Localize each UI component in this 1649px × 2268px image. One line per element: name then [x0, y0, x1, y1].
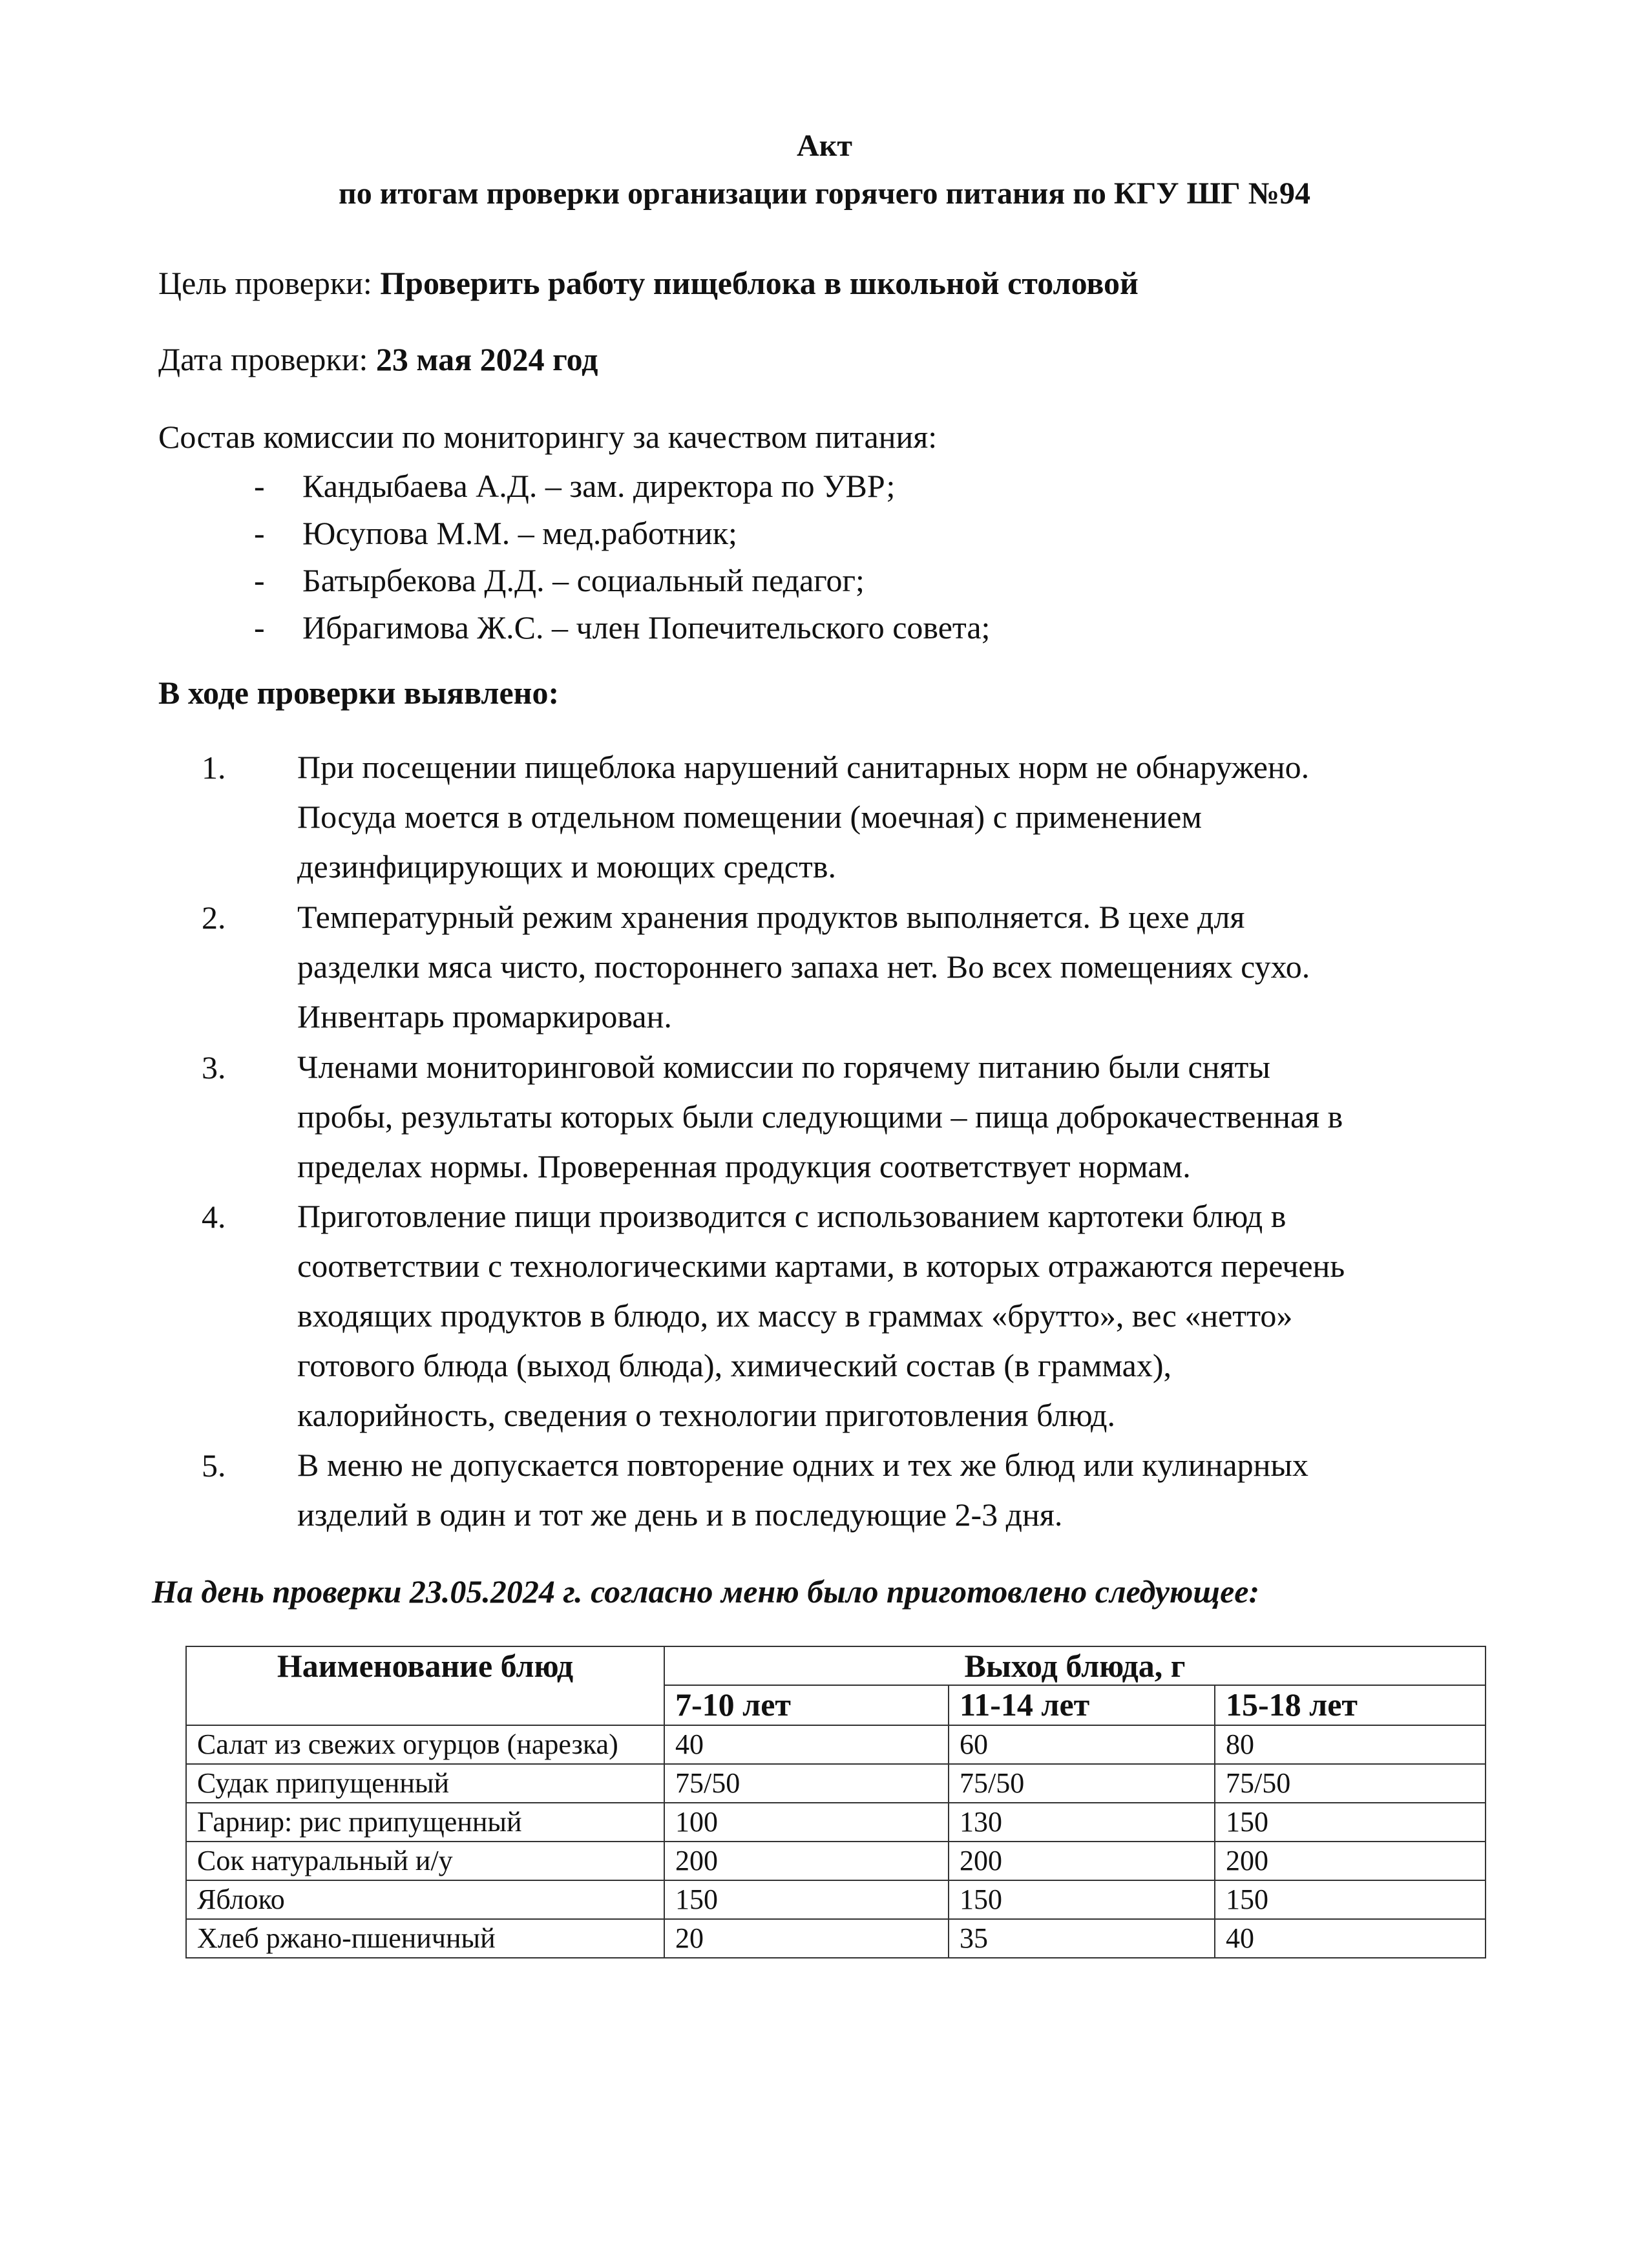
header-dish-output: Выход блюда, г: [664, 1646, 1486, 1685]
finding-number: 2.: [202, 899, 226, 936]
output-cell: 40: [1215, 1919, 1486, 1958]
document-subtitle: по итогам проверки организации горячего питания по КГУ ШГ №94: [339, 176, 1310, 211]
inspection-purpose: [158, 267, 1139, 299]
table-row: [186, 1803, 1486, 1842]
finding-text: Приготовление пищи производится с использованием картотеки блюд в соответствии с технологическими картами, в которых отражаются перечень входящих продуктов в блюдо, их массу в граммах «брутто», вес «нетто» готового блюда (выход блюда), химический состав (в граммах), калорийность, сведения о технологии приготовления блюд.: [297, 1198, 1345, 1433]
table-row: [186, 1919, 1486, 1958]
finding-number: 1.: [202, 750, 226, 786]
document-title: Акт: [797, 129, 852, 163]
dish-name-cell: Яблоко: [186, 1880, 664, 1919]
list-dash: -: [254, 609, 265, 646]
purpose-label: Цель проверки:: [158, 265, 381, 301]
commission-heading: Состав комиссии по мониторингу за качеством питания:: [158, 419, 938, 455]
finding-number: 5.: [202, 1447, 226, 1484]
inspection-date: [158, 343, 598, 375]
table-row: [186, 1880, 1486, 1919]
list-dash: -: [254, 562, 265, 598]
output-cell: 150: [949, 1880, 1215, 1919]
table-header-row: [186, 1646, 1486, 1685]
list-dash: -: [254, 515, 265, 551]
output-cell: 75/50: [664, 1764, 949, 1803]
output-cell: 150: [1215, 1803, 1486, 1842]
output-cell: 75/50: [1215, 1764, 1486, 1803]
output-cell: 80: [1215, 1725, 1486, 1764]
finding-text: В меню не допускается повторение одних и тех же блюд или кулинарных изделий в один и тот же день и в последующие 2-3 дня.: [297, 1447, 1308, 1533]
finding-text: При посещении пищеблока нарушений санитарных норм не обнаружено. Посуда моется в отдельном помещении (моечная) с применением дезинфицирующих и моющих средств.: [297, 749, 1310, 885]
output-cell: 200: [949, 1842, 1215, 1880]
header-age-group: 15-18 лет: [1215, 1685, 1486, 1725]
output-cell: 200: [664, 1842, 949, 1880]
finding-text: Температурный режим хранения продуктов выполняется. В цехе для разделки мяса чисто, постороннего запаха нет. Во всех помещениях сухо. Инвентарь промаркирован.: [297, 899, 1310, 1034]
menu-intro: На день проверки 23.05.2024 г. согласно меню было приготовлено следующее:: [152, 1573, 1260, 1610]
output-cell: 150: [664, 1880, 949, 1919]
dish-name-cell: Сок натуральный и/у: [186, 1842, 664, 1880]
table-row: [186, 1764, 1486, 1803]
dish-name-cell: Судак припущенный: [186, 1764, 664, 1803]
output-cell: 35: [949, 1919, 1215, 1958]
dish-name-cell: Гарнир: рис припущенный: [186, 1803, 664, 1842]
dish-name-cell: Хлеб ржано-пшеничный: [186, 1919, 664, 1958]
output-cell: 100: [664, 1803, 949, 1842]
document-page: Акт по итогам проверки организации горячего питания по КГУ ШГ №94 Цель проверки: Проверить работу пищеблока в школьной столовой Дата проверки: 23 мая 2024 год Состав комиссии по мониторингу за качеством питания: - Кандыбаева А.Д. – зам. директора по УВР; - Юсупова М.М. – мед.работник; - Батырбекова Д.Д. – социальный педагог; - Ибрагимова Ж.С. – член Попечительского совета; В ходе проверки выявлено: 1. При посещении пищеблока нарушений санитарных норм не обнаружено. Посуда моется в отдельном помещении (моечная) с применением дезинфицирующих и моющих средств. 2. Температурный режим хранения продуктов выполняется. В цехе для разделки мяса чисто, постороннего запаха нет. Во всех помещениях сухо. Инвентарь промаркирован. 3. Членами мониторинговой комиссии по горячему питанию были сняты пробы, результаты которых были следующими – пища доброкачественная в пределах нормы. Проверенная продукция соответствует нормам. 4. Приготовление пищи производится с использованием картотеки блюд в соответствии с технологическими картами, в которых отражаются перечень входящих продуктов в блюдо, их массу в граммах «брутто», вес «нетто» готового блюда (выход блюда), химический состав (в граммах), калорийность, сведения о технологии приготовления блюд. 5. В меню не допускается повторение одних и тех же блюд или кулинарных изделий в один и тот же день и в последующие 2-3 дня. На день проверки 23.05.2024 г. согласно меню было приготовлено следующее: Наименование блюд Выход блюда, г 7-10 лет 11-14 лет 15-18 лет Салат из свежих огурцов (нарезка) 40 60 80 Судак припущенный 75/50 75/50 75/50 Гарнир: рис припущенный 100 130 150 Сок натуральный и/у 200 200 200 Яблоко 150 150 150 Хлеб ржано-пшеничный 20 35 40: [0, 0, 1649, 2268]
table-row: [186, 1725, 1486, 1764]
output-cell: 200: [1215, 1842, 1486, 1880]
date-label: Дата проверки:: [158, 341, 376, 377]
output-cell: 130: [949, 1803, 1215, 1842]
output-cell: 60: [949, 1725, 1215, 1764]
date-value: 23 мая 2024 год: [375, 341, 598, 377]
purpose-value: Проверить работу пищеблока в школьной столовой: [380, 265, 1139, 301]
header-age-group: 7-10 лет: [664, 1685, 949, 1725]
finding-text: Членами мониторинговой комиссии по горячему питанию были сняты пробы, результаты которых были следующими – пища доброкачественная в пределах нормы. Проверенная продукция соответствует нормам.: [297, 1049, 1343, 1184]
output-cell: 75/50: [949, 1764, 1215, 1803]
finding-number: 3.: [202, 1049, 226, 1086]
finding-number: 4.: [202, 1199, 226, 1235]
list-dash: -: [254, 468, 265, 504]
output-cell: 150: [1215, 1880, 1486, 1919]
header-age-group: 11-14 лет: [949, 1685, 1215, 1725]
output-cell: 20: [664, 1919, 949, 1958]
table-row: [186, 1842, 1486, 1880]
menu-table: [185, 1646, 1486, 1958]
header-dish-name: Наименование блюд: [186, 1646, 664, 1725]
findings-heading: В ходе проверки выявлено:: [158, 675, 560, 711]
dish-name-cell: Салат из свежих огурцов (нарезка): [186, 1725, 664, 1764]
output-cell: 40: [664, 1725, 949, 1764]
